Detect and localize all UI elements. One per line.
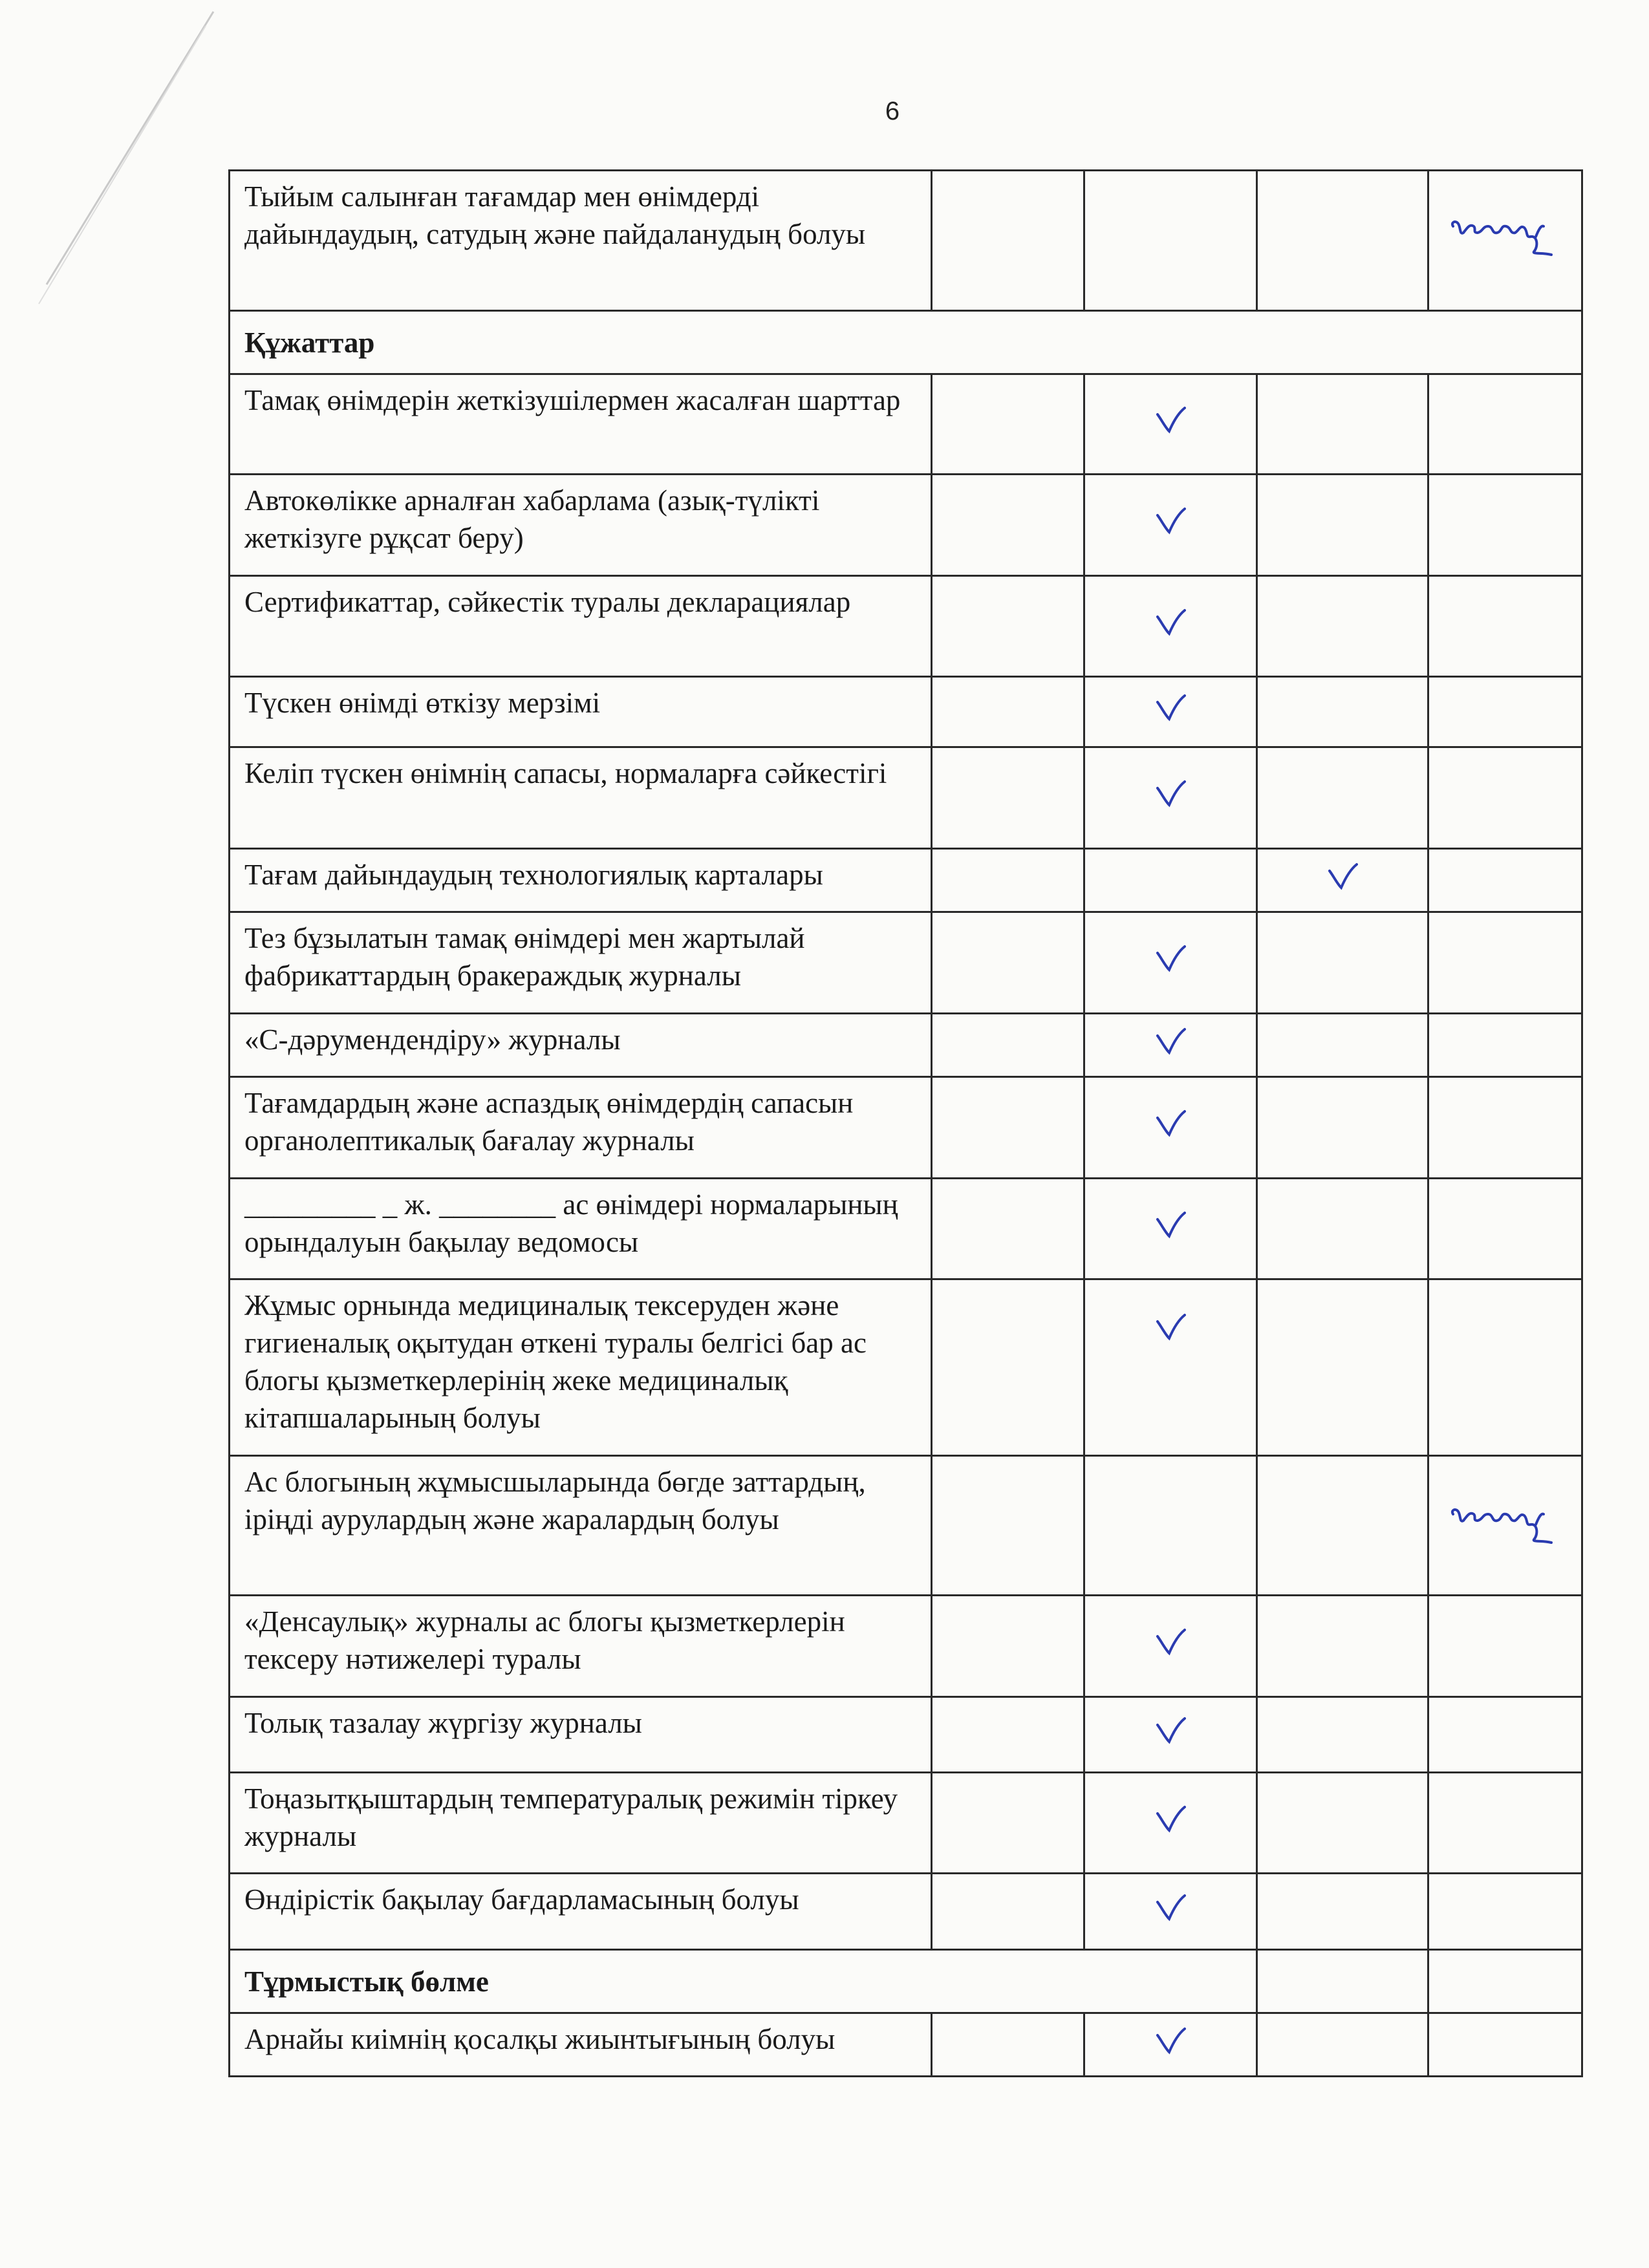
row-text: Өндірістік бақылау бағдарламасының болуы <box>230 1874 932 1950</box>
check-cell <box>1084 1279 1257 1456</box>
table-row <box>230 1279 1582 1456</box>
row-text: _________ _ ж. ________ ас өнімдері нормаларының орындалуын бақылау ведомосы <box>230 1179 932 1279</box>
section-row <box>230 311 1582 374</box>
checkmark-icon <box>1155 1627 1186 1656</box>
row-text: Тамақ өнімдерін жеткізушілермен жасалған шарттар <box>230 374 932 475</box>
table-row <box>230 1596 1582 1697</box>
row-text: Тез бұзылатын тамақ өнімдері мен жартылай фабрикаттардың бракераждық журналы <box>230 912 932 1014</box>
check-cell <box>1084 1773 1257 1874</box>
section-title-documents: Құжаттар <box>230 311 1582 374</box>
row-text: Түскен өнімді өткізу мерзімі <box>230 677 932 747</box>
check-cell <box>1084 2013 1257 2077</box>
note-text <box>1429 171 1430 209</box>
table-row <box>230 1456 1582 1596</box>
check-cell <box>1084 912 1257 1014</box>
table-row <box>230 1179 1582 1279</box>
check-cell <box>1084 475 1257 576</box>
table-row <box>230 475 1582 576</box>
table-row <box>230 677 1582 747</box>
checkmark-icon <box>1155 608 1186 636</box>
table-row <box>230 1697 1582 1773</box>
check-cell <box>1084 374 1257 475</box>
row-text: Тыйым салынған тағамдар мен өнімдерді дайындаудың, сатудың және пайдаланудың болуы <box>230 171 932 311</box>
checkmark-icon <box>1155 944 1186 972</box>
table-row <box>230 171 1582 311</box>
row-text: Автокөлікке арналған хабарлама (азық-түлікті жеткізуге рұқсат беру) <box>230 475 932 576</box>
row-text: Толық тазалау жүргізу журналы <box>230 1697 932 1773</box>
checkmark-icon <box>1327 862 1358 890</box>
section-row <box>230 1950 1582 2013</box>
checkmark-icon <box>1155 1804 1186 1833</box>
table-row <box>230 1773 1582 1874</box>
note-cell <box>1428 171 1582 311</box>
row-text: Келіп түскен өнімнің сапасы, нормаларға сәйкестігі <box>230 747 932 849</box>
check-cell <box>1084 677 1257 747</box>
table-row <box>230 1014 1582 1077</box>
checkmark-icon <box>1155 405 1186 434</box>
table-row <box>230 2013 1582 2077</box>
check-cell <box>1084 1874 1257 1950</box>
row-text: Тағам дайындаудың технологиялық карталары <box>230 849 932 912</box>
checkmark-icon <box>1155 506 1186 535</box>
row-text: «Денсаулық» журналы ас блогы қызметкерлерін тексеру нәтижелері туралы <box>230 1596 932 1697</box>
check-cell <box>1084 1697 1257 1773</box>
checkmark-icon <box>1155 2026 1186 2055</box>
checkmark-icon <box>1155 1893 1186 1921</box>
checkmark-icon <box>1155 693 1186 722</box>
table-row <box>230 374 1582 475</box>
section-title-household-room: Тұрмыстық бөлме <box>230 1950 1257 2013</box>
note-cell <box>1428 1456 1582 1596</box>
check-cell <box>1084 576 1257 677</box>
checkmark-icon <box>1155 1109 1186 1137</box>
checkmark-icon <box>1155 1312 1186 1341</box>
check-cell <box>1084 747 1257 849</box>
page-number: 6 <box>885 97 900 125</box>
check-cell <box>1257 849 1428 912</box>
scan-artifact-line <box>0 0 259 323</box>
check-cell <box>1084 1077 1257 1179</box>
row-text: Арнайы киімнің қосалқы жиынтығының болуы <box>230 2013 932 2077</box>
checkmark-icon <box>1155 1716 1186 1744</box>
table-row <box>230 912 1582 1014</box>
table-row <box>230 1874 1582 1950</box>
note-text <box>1429 1457 1430 1494</box>
row-text: Сертификаттар, сәйкестік туралы декларациялар <box>230 576 932 677</box>
table-row <box>230 1077 1582 1179</box>
handwritten-note <box>1444 1492 1567 1550</box>
table-row <box>230 576 1582 677</box>
row-text: Жұмыс орнында медициналық тексеруден және гигиеналық оқытудан өткені туралы белгісі бар ас блогы қызметкерлерінің жеке медициналық кітапшаларының болуы <box>230 1279 932 1456</box>
checkmark-icon <box>1155 779 1186 808</box>
check-cell <box>1084 1596 1257 1697</box>
check-cell <box>1084 1014 1257 1077</box>
checklist-table <box>228 169 1581 2077</box>
table-row <box>230 747 1582 849</box>
handwritten-note <box>1444 207 1567 265</box>
row-text: Тағамдардың және аспаздық өнімдердің сапасын органолептикалық бағалау журналы <box>230 1077 932 1179</box>
table-row <box>230 849 1582 912</box>
checkmark-icon <box>1155 1210 1186 1239</box>
check-cell <box>1084 1179 1257 1279</box>
row-text: Тоңазытқыштардың температуралық режимін тіркеу журналы <box>230 1773 932 1874</box>
row-text: Ас блогының жұмысшыларында бөгде заттардың, іріңді аурулардың және жаралардың болуы <box>230 1456 932 1596</box>
row-text: «С-дәрумендендіру» журналы <box>230 1014 932 1077</box>
checkmark-icon <box>1155 1027 1186 1055</box>
